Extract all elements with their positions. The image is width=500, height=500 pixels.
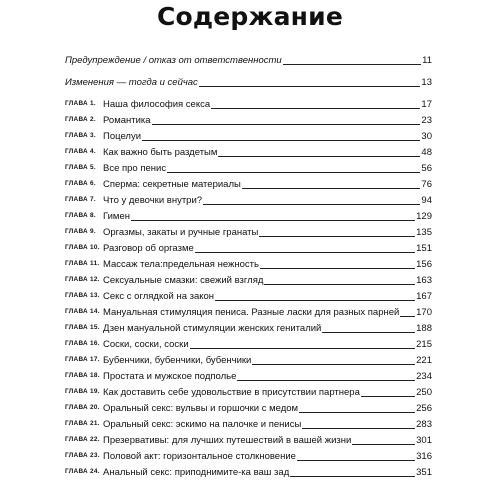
toc-page-number: 170 <box>416 307 432 318</box>
toc-chapter-entry[interactable] <box>65 447 432 463</box>
dot-leader <box>242 187 421 189</box>
toc-chapter-entry[interactable] <box>65 319 432 335</box>
toc-entry-title: Что у девочки внутри? <box>103 195 203 206</box>
toc-page-number: 250 <box>416 387 432 398</box>
toc-chapter-number: ГЛАВА 23. <box>65 452 100 459</box>
dot-leader <box>297 459 415 461</box>
toc-chapter-number: ГЛАВА 22. <box>65 436 100 443</box>
toc-chapter-number: ГЛАВА 3. <box>65 132 96 139</box>
toc-chapter-number: ГЛАВА 19. <box>65 388 100 395</box>
toc-entry-title: Романтика <box>103 115 151 126</box>
toc-page-number: 13 <box>421 77 432 88</box>
toc-chapter-number: ГЛАВА 17. <box>65 356 100 363</box>
toc-entry-title: Анальный секс: приподнимите-ка ваш зад <box>103 467 290 478</box>
dot-leader <box>131 219 415 221</box>
toc-entry-title: Предупреждение / отказ от ответственности <box>65 55 282 66</box>
toc-chapter-number: ГЛАВА 13. <box>65 292 100 299</box>
toc-chapter-number: ГЛАВА 7. <box>65 196 96 203</box>
dot-leader <box>299 411 415 413</box>
toc-page-number: 151 <box>416 243 432 254</box>
dot-leader <box>211 107 420 109</box>
toc-page-number: 23 <box>421 115 432 126</box>
toc-chapter-entry[interactable] <box>65 191 432 207</box>
dot-leader <box>195 251 415 253</box>
toc-entry-title: Мануальная стимуляция пениса. Разные ласки для разных парней <box>103 307 400 318</box>
toc-chapter-number: ГЛАВА 24. <box>65 468 100 475</box>
toc-chapter-entry[interactable] <box>65 223 432 239</box>
toc-page-number: 163 <box>416 275 432 286</box>
toc-chapter-entry[interactable] <box>65 95 432 111</box>
toc-entry-title: Презервативы: для лучших путешествий в вашей жизни <box>103 435 352 446</box>
toc-page-number: 56 <box>421 163 432 174</box>
toc-page-number: 30 <box>421 131 432 142</box>
toc-entry-title: Простата и мужское подполье <box>103 371 237 382</box>
toc-page-number: 135 <box>416 227 432 238</box>
toc-entry-title: Гимен <box>103 211 130 222</box>
toc-page-number: 156 <box>416 259 432 270</box>
dot-leader <box>190 347 416 349</box>
toc-entry-title: Наша философия секса <box>103 99 211 110</box>
toc-chapter-number: ГЛАВА 1. <box>65 100 96 107</box>
toc-entry-title: Дзен мануальной стимуляции женских гениталий <box>103 323 322 334</box>
dot-leader <box>252 363 415 365</box>
toc-chapter-entry[interactable] <box>65 239 432 255</box>
dot-leader <box>259 235 415 237</box>
toc-entry-title: Соски, соски, соски <box>103 339 189 350</box>
toc-chapter-entry[interactable] <box>65 159 432 175</box>
dot-leader <box>264 283 415 285</box>
toc-chapter-number: ГЛАВА 2. <box>65 116 96 123</box>
dot-leader <box>400 315 415 317</box>
toc-chapter-entry[interactable] <box>65 399 432 415</box>
toc-intro-entry[interactable] <box>65 51 432 67</box>
toc-chapter-entry[interactable] <box>65 287 432 303</box>
toc-entry-title: Оральный секс: эскимо на палочке и пенисы <box>103 419 302 430</box>
toc-chapter-number: ГЛАВА 6. <box>65 180 96 187</box>
toc-chapter-number: ГЛАВА 9. <box>65 228 96 235</box>
toc-chapter-entry[interactable] <box>65 383 432 399</box>
toc-chapter-number: ГЛАВА 14. <box>65 308 100 315</box>
toc-chapter-number: ГЛАВА 16. <box>65 340 100 347</box>
dot-leader <box>167 171 420 173</box>
toc-chapter-entry[interactable] <box>65 463 432 479</box>
toc-entry-title: Бубенчики, бубенчики, бубенчики <box>103 355 252 366</box>
toc-page-number: 351 <box>416 467 432 478</box>
dot-leader <box>260 267 415 269</box>
toc-entry-title: Все про пенис <box>103 163 167 174</box>
toc-chapter-number: ГЛАВА 10. <box>65 244 100 251</box>
dot-leader <box>283 63 421 65</box>
dot-leader <box>352 443 415 445</box>
toc-entry-title: Сексуальные смазки: свежий взгляд <box>103 275 264 286</box>
toc-page-number: 167 <box>416 291 432 302</box>
toc-page-number: 48 <box>421 147 432 158</box>
toc-chapter-number: ГЛАВА 11. <box>65 260 100 267</box>
toc-entry-title: Массаж тела:предельная нежность <box>103 259 259 270</box>
toc-page-number: 129 <box>416 211 432 222</box>
toc-chapter-number: ГЛАВА 21. <box>65 420 100 427</box>
dot-leader <box>361 395 415 397</box>
toc-page-number: 188 <box>416 323 432 334</box>
toc-chapter-entry[interactable] <box>65 335 432 351</box>
dot-leader <box>302 427 415 429</box>
toc-entry-title: Разговор об оргазме <box>103 243 194 254</box>
toc-page-number: 301 <box>416 435 432 446</box>
toc-intro-entry[interactable] <box>65 73 432 89</box>
toc-entry-title: Секс с оглядкой на закон <box>103 291 215 302</box>
toc-chapter-entry[interactable] <box>65 431 432 447</box>
dot-leader <box>142 139 420 141</box>
dot-leader <box>322 331 415 333</box>
toc-chapter-number: ГЛАВА 12. <box>65 276 100 283</box>
toc-page-number: 234 <box>416 371 432 382</box>
chapter-list <box>65 95 432 479</box>
toc-chapter-entry[interactable] <box>65 207 432 223</box>
toc-entry-title: Как доставить себе удовольствие в присутствии партнера <box>103 387 360 398</box>
toc-entry-title: Половой акт: горизонтальное столкновение <box>103 451 296 462</box>
toc-entry-title: Изменения — тогда и сейчас <box>65 77 198 88</box>
toc-chapter-number: ГЛАВА 4. <box>65 148 96 155</box>
toc-chapter-entry[interactable] <box>65 271 432 287</box>
toc-chapter-entry[interactable] <box>65 303 432 319</box>
toc-chapter-number: ГЛАВА 15. <box>65 324 100 331</box>
dot-leader <box>237 379 415 381</box>
toc-page-number: 11 <box>422 55 432 66</box>
toc-entry-title: Оральный секс: вульвы и горшочки с медом <box>103 403 299 414</box>
toc-chapter-number: ГЛАВА 8. <box>65 212 96 219</box>
toc-chapter-number: ГЛАВА 5. <box>65 164 96 171</box>
toc-chapter-entry[interactable] <box>65 367 432 383</box>
table-of-contents <box>65 51 432 479</box>
dot-leader <box>203 203 420 205</box>
dot-leader <box>215 299 415 301</box>
toc-page-number: 215 <box>416 339 432 350</box>
toc-chapter-entry[interactable] <box>65 111 432 127</box>
dot-leader <box>199 85 421 87</box>
toc-entry-title: Поцелуи <box>103 131 142 142</box>
toc-page-number: 94 <box>421 195 432 206</box>
toc-chapter-entry[interactable] <box>65 351 432 367</box>
toc-page-number: 76 <box>421 179 432 190</box>
toc-page-number: 17 <box>421 99 432 110</box>
page-title: Содержание <box>156 2 344 31</box>
dot-leader <box>290 475 415 477</box>
toc-chapter-entry[interactable] <box>65 415 432 431</box>
toc-page-number: 283 <box>416 419 432 430</box>
toc-chapter-number: ГЛАВА 18. <box>65 372 100 379</box>
dot-leader <box>218 155 420 157</box>
toc-chapter-entry[interactable] <box>65 255 432 271</box>
toc-entry-title: Сперма: секретные материалы <box>103 179 241 190</box>
toc-chapter-number: ГЛАВА 20. <box>65 404 100 411</box>
toc-chapter-entry[interactable] <box>65 143 432 159</box>
toc-page-number: 256 <box>416 403 432 414</box>
dot-leader <box>152 123 421 125</box>
toc-entry-title: Оргазмы, закаты и ручные гранаты <box>103 227 259 238</box>
toc-page-number: 316 <box>416 451 432 462</box>
toc-page-number: 221 <box>416 355 432 366</box>
toc-chapter-entry[interactable] <box>65 127 432 143</box>
toc-chapter-entry[interactable] <box>65 175 432 191</box>
toc-entry-title: Как важно быть раздетым <box>103 147 218 158</box>
